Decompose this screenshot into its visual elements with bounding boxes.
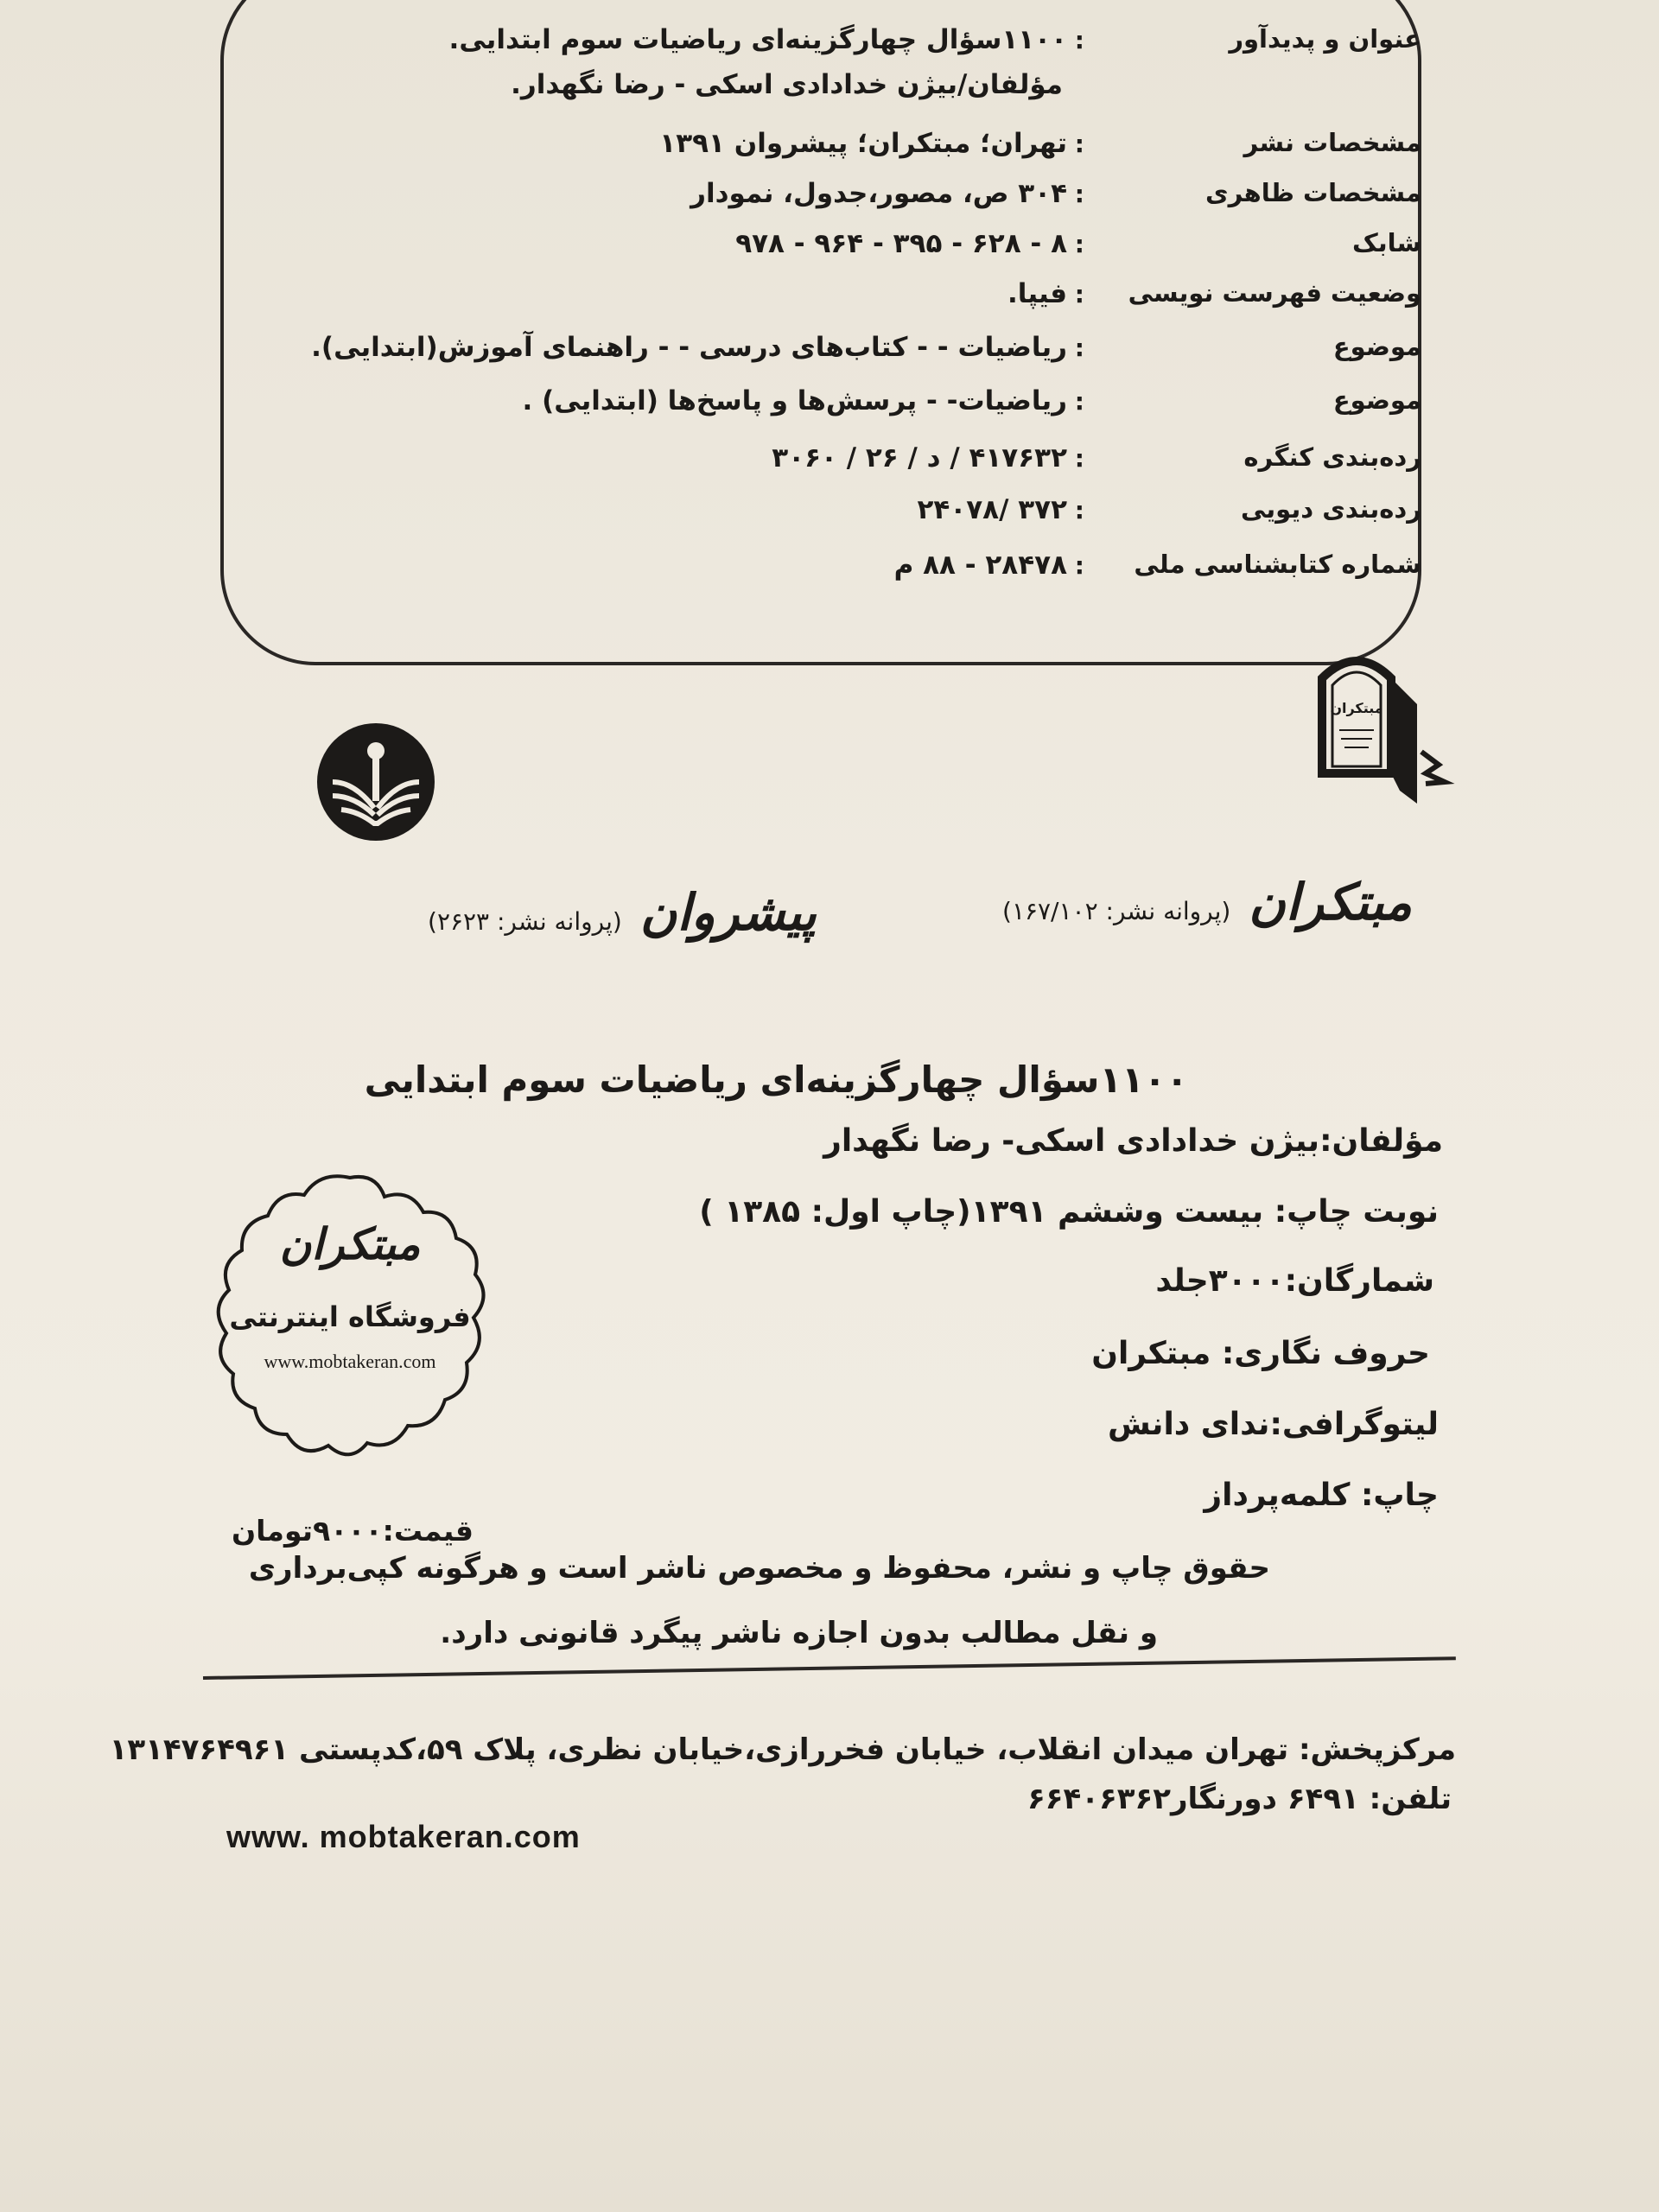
phone-fax: تلفن: ۶۴۹۱ دورنگار۶۶۴۰۶۳۶۲ (1027, 1782, 1452, 1816)
rights-line-2: و نقل مطالب بدون اجازه ناشر پیگرد قانونی دارد. (440, 1616, 1158, 1650)
cip-row-congress (233, 442, 1421, 493)
distribution-address: مرکزپخش: تهران میدان انقلاب، خیابان فخررازی،خیابان نظری، پلاک ۵۹،کدپستی ۱۳۱۴۷۶۴۹۶۱ (109, 1732, 1456, 1767)
rights-line-1: حقوق چاپ و نشر، محفوظ و مخصوص ناشر است و هرگونه کپی‌برداری (248, 1551, 1270, 1586)
cip-value: ۱۱۰۰سؤال چهارگزینه‌ای ریاضیات سوم ابتدایی. (448, 24, 1067, 55)
seal-brand-name: مبتکران (279, 1218, 421, 1269)
cip-row-subject-1 (233, 332, 1421, 382)
cip-value: ۳۷۲ /۲۴۰۷۸ (917, 494, 1067, 525)
pishrovan-logo (315, 721, 436, 842)
pishrovan-publisher (428, 883, 817, 942)
cip-separator: : (1074, 26, 1084, 54)
book-lithography: لیتوگرافی:ندای دانش (1108, 1407, 1439, 1442)
pishrovan-name: پیشروان (639, 883, 817, 942)
cip-row-status (233, 278, 1421, 328)
seal-url: www.mobtakeran.com (264, 1351, 436, 1372)
cip-row-dewey (233, 494, 1421, 544)
cip-label: موضوع (1332, 385, 1421, 415)
cip-row-isbn (233, 228, 1421, 278)
cip-separator: : (1074, 387, 1084, 416)
cip-label: رده‌بندی کنگره (1243, 442, 1421, 472)
book-title: ۱۱۰۰سؤال چهارگزینه‌ای ریاضیات سوم ابتدایی (364, 1058, 1188, 1101)
online-store-seal (207, 1171, 493, 1469)
mobtakeran-license: (پروانه نشر: ۱۶۷/۱۰۲) (1002, 897, 1231, 925)
book-price: قیمت:۹۰۰۰تومان (232, 1514, 474, 1548)
cip-label: شابک (1352, 228, 1421, 257)
book-edition: نوبت چاپ: بیست وششم ۱۳۹۱(چاپ اول: ۱۳۸۵ ) (699, 1194, 1439, 1230)
cip-separator: : (1074, 551, 1084, 580)
cip-separator: : (1074, 180, 1084, 208)
seal-store-label: فروشگاه اینترنتی (229, 1300, 471, 1333)
cip-row-title (233, 24, 1421, 74)
cip-label: عنوان و پدیدآور (1229, 24, 1421, 54)
cip-value: ۲۸۴۷۸ - ۸۸ م (893, 550, 1067, 581)
book-printing: چاپ: کلمه‌پرداز (1204, 1478, 1439, 1513)
emblem-text: مبتکران (1330, 700, 1383, 716)
cip-row-publication (233, 128, 1421, 178)
cip-value: ریاضیات - - کتاب‌های درسی - - راهنمای آموزش(ابتدایی). (311, 332, 1067, 363)
cip-value: ریاضیات- - پرسش‌ها و پاسخ‌ها (ابتدایی) . (522, 385, 1067, 416)
footer-divider (203, 1656, 1456, 1680)
mobtakeran-emblem (1296, 644, 1456, 817)
website-url: www. mobtakeran.com (226, 1819, 581, 1854)
cip-value: تهران؛ مبتکران؛ پیشروان ۱۳۹۱ (659, 128, 1067, 159)
cip-row-subject-2 (233, 385, 1421, 435)
pishrovan-license: (پروانه نشر: ۲۶۲۳) (428, 907, 622, 936)
cip-row-national-number (233, 550, 1421, 600)
cip-label: رده‌بندی دیویی (1240, 494, 1421, 524)
cip-value: ۴۱۷۶۳۲ / د / ۲۶ / ۳۰۶۰ (772, 442, 1067, 474)
cip-label: مشخصات نشر (1243, 128, 1421, 157)
book-print-run: شمارگان:۳۰۰۰جلد (1155, 1263, 1434, 1299)
cip-value: ۳۰۴ ص، مصور،جدول، نمودار (690, 178, 1067, 209)
book-authors: مؤلفان:بیژن خدادادی اسکی- رضا نگهدار (823, 1123, 1443, 1159)
cip-value: فیپا. (1007, 278, 1067, 309)
mobtakeran-publisher (1002, 873, 1412, 931)
cip-separator: : (1074, 130, 1084, 158)
book-typesetting: حروف نگاری: مبتکران (1091, 1336, 1430, 1371)
cip-label: وضعیت فهرست نویسی (1128, 278, 1421, 308)
cip-separator: : (1074, 230, 1084, 258)
cip-separator: : (1074, 280, 1084, 308)
cip-value: ۸ - ۶۲۸ - ۳۹۵ - ۹۶۴ - ۹۷۸ (735, 228, 1067, 259)
cip-label: شماره کتابشناسی ملی (1134, 550, 1421, 579)
mobtakeran-name: مبتکران (1249, 873, 1413, 931)
cip-label: مشخصات ظاهری (1205, 178, 1421, 207)
cip-continuation: مؤلفان/بیژن خدادادی اسکی - رضا نگهدار. (511, 69, 1063, 100)
cip-separator: : (1074, 334, 1084, 362)
cip-label: موضوع (1332, 332, 1421, 361)
cip-separator: : (1074, 496, 1084, 524)
cip-row-physical (233, 178, 1421, 228)
cip-separator: : (1074, 444, 1084, 473)
